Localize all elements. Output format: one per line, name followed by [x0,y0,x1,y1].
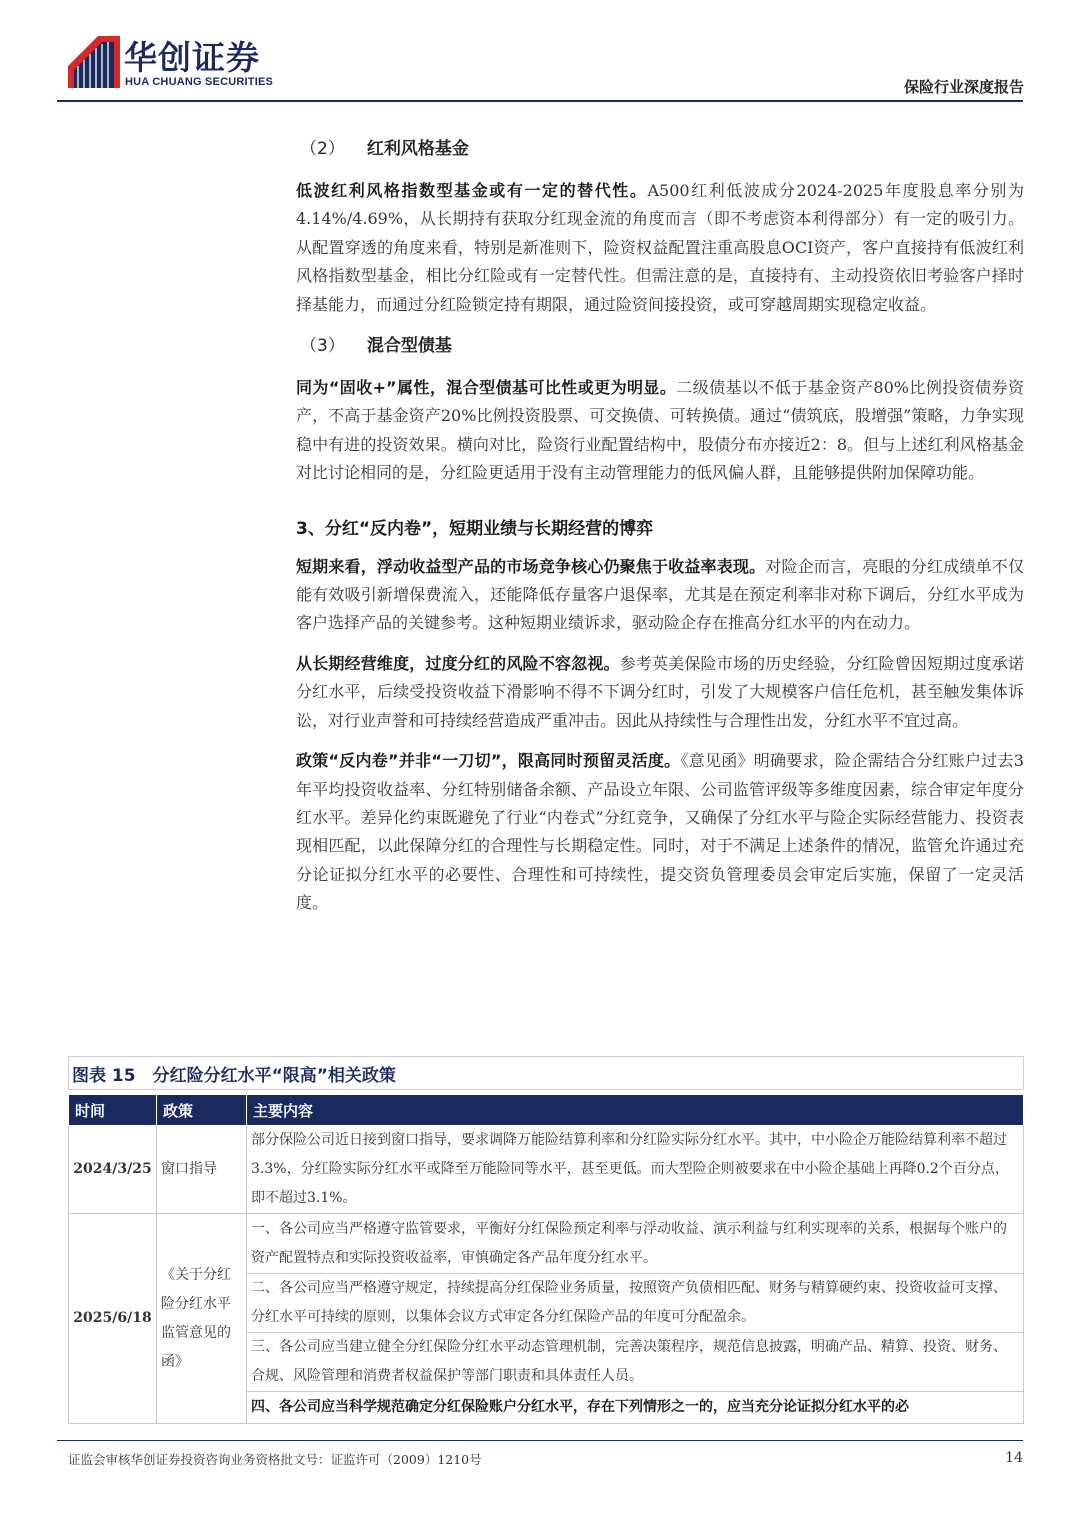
paragraph-body: 参考英美保险市场的历史经验，分红险曾因短期过度承诺分红水平，后续受投资收益下滑影响不得不下调分红时，引发了大规模客户信任危机，甚至触发集体诉讼，对行业声誉和可持续经营造成严重冲击。因此从持续性与合理性出发，分红水平不宜过高。 [296,653,1024,730]
policy-table [68,1094,1024,1424]
row-content-item: 三、各公司应当建立健全分红保险分红水平动态管理机制，完善决策程序，规范信息披露，明确产品、精算、投资、财务、合规、风险管理和消费者权益保护等部门职责和具体责任人员。 [247,1333,1024,1392]
paragraph-body: 对险企而言，亮眼的分红成绩单不仅能有效吸引新增保费流入，还能降低存量客户退保率，尤其是在预定利率非对称下调后，分红水平成为客户选择产品的关键参考。这种短期业绩诉求，驱动险企存在推高分红水平的内在动力。 [296,556,1024,633]
row-content: 部分保险公司近日接到窗口指导，要求调降万能险结算利率和分红险实际分红水平。其中，中小险企万能险结算利率不超过3.3%，分红险实际分红水平或降至万能险同等水平，甚至更低。而大型险企则被要求在中小险企基础上再降0.2个百分点，即不超过3.1%。 [247,1126,1024,1214]
subheading-title: 红利风格基金 [366,139,469,159]
table-caption [68,1056,1024,1090]
row-date: 2024/3/25 [69,1126,157,1214]
paragraph-lead: 政策“反内卷”并非“一刀切”，限高同时预留灵活度。 [296,751,681,771]
section-heading: 3、分红“反内卷”，短期业绩与长期经营的博弈 [296,518,654,539]
paragraph-lead: 低波红利风格指数型基金或有一定的替代性。 [296,181,648,200]
row-policy: 窗口指导 [157,1126,247,1214]
table-header-row [69,1095,1024,1126]
paragraph [296,553,1024,638]
paragraph-lead: 从长期经营维度，过度分红的风险不容忽视。 [296,653,620,673]
row-content-item: 四、各公司应当科学规范确定分红保险账户分红水平，存在下列情形之一的，应当充分论证拟分红水平的必 [247,1392,1024,1424]
row-date: 2025/6/18 [69,1214,157,1424]
paragraph-body: 二级债基以不低于基金资产80%比例投资债券资产，不高于基金资产20%比例投资股票、可交换债、可转换债。通过“债筑底，股增强”策略，力争实现稳中有进的投资效果。横向对比，险资行业配置结构中，股债分布亦接近2：8。但与上述红利风格基金对比讨论相同的是，分红险更适用于没有主动管理能力的低风偏人群，且能够提供附加保障功能。 [296,378,1024,483]
header-divider [57,100,1023,102]
subheading-number: （2） [300,139,345,159]
column-header-content: 主要内容 [247,1095,1024,1126]
subheading-title: 混合型债基 [366,336,452,357]
page-header [0,0,1080,104]
subheading-number: （3） [300,336,345,357]
brand-name-en: HUA CHUANG SECURITIES [125,76,274,88]
paragraph-lead: 同为“固收+”属性，混合型债基可比性或更为明显。 [296,378,677,398]
column-header-policy: 政策 [157,1095,247,1126]
row-content-item: 一、各公司应当严格遵守监管要求，平衡好分红保险预定利率与浮动收益、演示利益与红利实现率的关系，根据每个账户的资产配置特点和实际投资收益率，审慎确定各产品年度分红水平。 [247,1214,1024,1274]
row-content-item: 二、各公司应当严格遵守规定，持续提高分红保险业务质量，按照资产负债相匹配、财务与精算硬约束、投资收益可支撑、分红水平可持续的原则，以集体会议方式审定各分红保险产品的年度可分配盈余。 [247,1274,1024,1333]
paragraph-lead: 短期来看，浮动收益型产品的市场竞争核心仍聚焦于收益率表现。 [296,556,766,576]
huachuang-logo-icon [68,36,120,88]
subheading-hybrid-bond-funds [300,331,1024,356]
paragraph [296,374,1024,488]
page-number: 14 [1005,1450,1023,1466]
table-row [69,1214,1024,1274]
brand-name-cn: 华创证券 [124,38,260,77]
row-policy: 《关于分红险分红水平监管意见的函》 [157,1214,247,1424]
paragraph [296,747,1024,917]
table-caption-text: 图表 15 分红险分红水平“限高”相关政策 [72,1066,396,1086]
column-header-time: 时间 [69,1095,157,1126]
paragraph-body: A500红利低波成分2024-2025年度股息率分别为4.14%/4.69%，从长期持有获取分红现金流的角度而言（即不考虑资本利得部分）有一定的吸引力。从配置穿透的角度来看，特别是新准则下，险资权益配置注重高股息OCI资产，客户直接持有低波红利风格指数型基金，相比分红险或有一定替代性。但需注意的是，直接持有、主动投资依旧考验客户择时择基能力，而通过分红险锁定持有期限，通过险资间接投资，或可穿越周期实现稳定收益。 [296,181,1024,314]
table-row [69,1126,1024,1214]
paragraph [296,177,1024,319]
report-type: 保险行业深度报告 [903,78,1024,96]
paragraph-body: 《意见函》明确要求，险企需结合分红账户过去3年平均投资收益率、分红特别储备余额、产品设立年限、公司监管评级等多维度因素，综合审定年度分红水平。差异化约束既避免了行业“内卷式”分红竞争，又确保了分红水平与险企实际经营能力、投资表现相匹配，以此保障分红的合理性与长期稳定性。同时，对于不满足上述条件的情况，监管允许通过充分论证拟分红水平的必要性、合理性和可持续性，提交资负管理委员会审定后实施，保留了一定灵活度。 [296,751,1024,913]
paragraph [296,650,1024,735]
subheading-dividend-funds [300,134,1024,159]
footer-divider [57,1440,1023,1441]
main-content [296,130,1024,930]
footer-license: 证监会审核华创证券投资咨询业务资格批文号：证监许可（2009）1210号 [68,1452,482,1467]
